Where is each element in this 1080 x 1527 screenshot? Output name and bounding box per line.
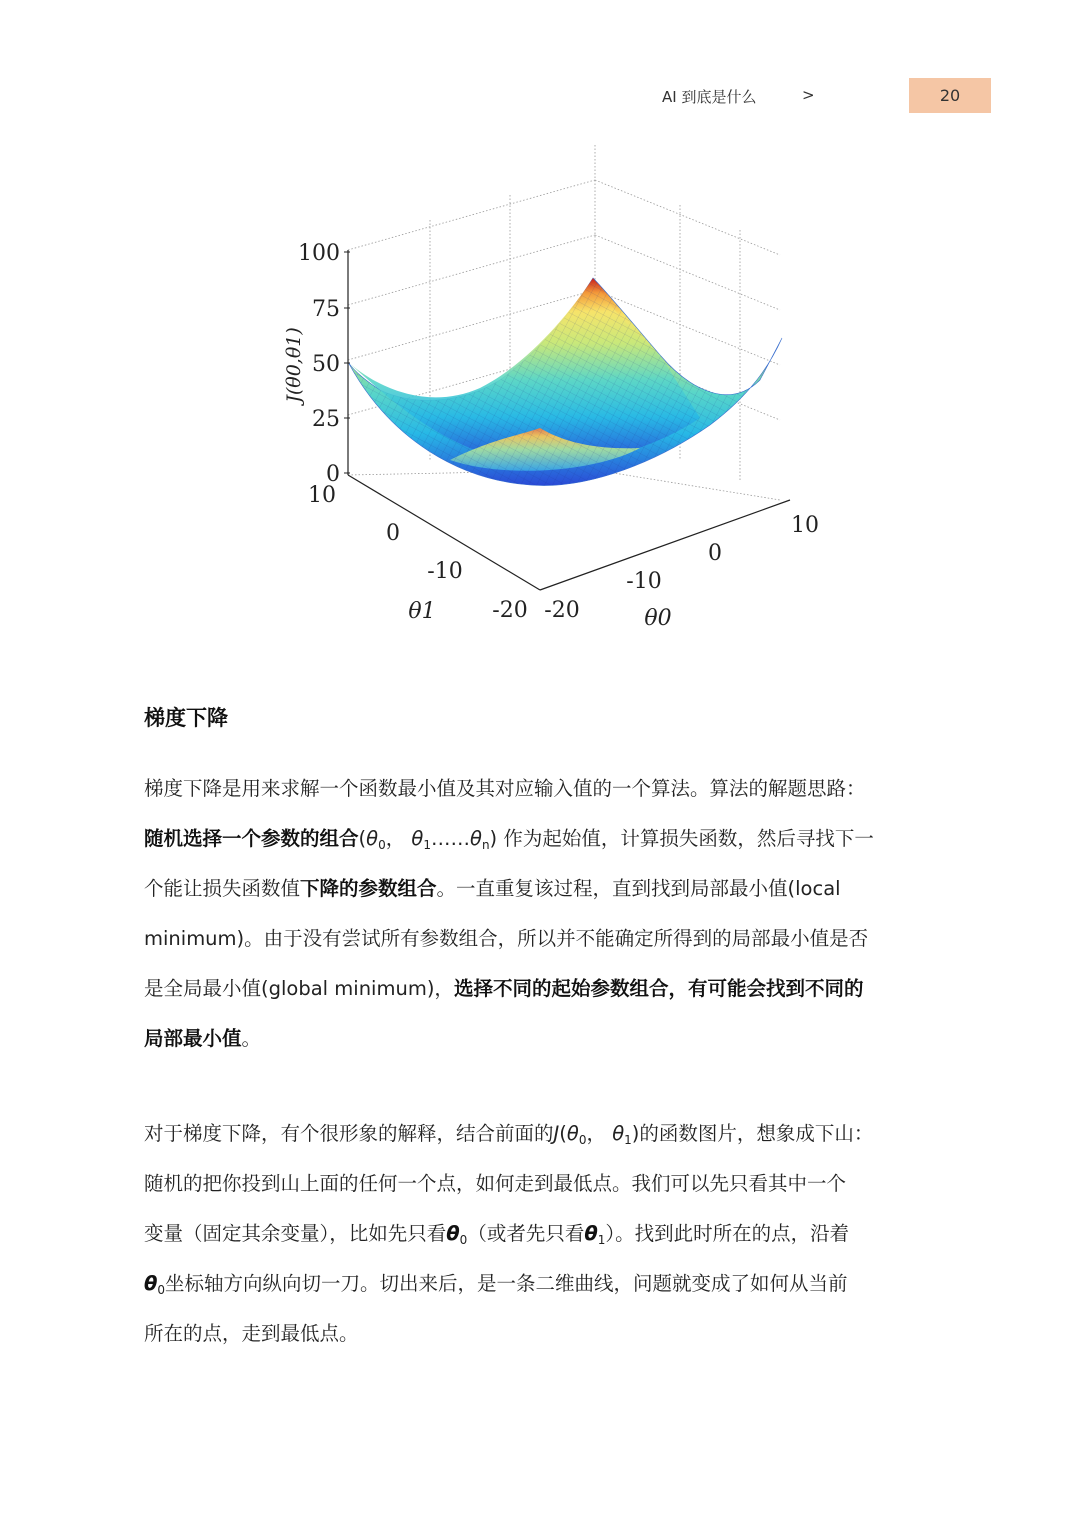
- z-tick-label: 25: [312, 407, 340, 432]
- z-tick-label: 0: [326, 462, 340, 487]
- theta0-tick-label: 0: [708, 541, 722, 566]
- text-line: 随机选择一个参数的组合($\theta_0$， $\theta_1\dots\dots\theta_n$) 作为起始值，计算损失函数，然后寻找下一: [144, 827, 874, 852]
- theta0-tick-label: -10: [626, 569, 662, 594]
- theta0-tick-label: 10: [791, 513, 819, 538]
- chapter-title: AI 到底是什么: [662, 88, 757, 106]
- text-line: minimum)。由于没有尝试所有参数组合，所以并不能确定所得到的局部最小值是否: [144, 927, 869, 950]
- z-tick-label: 75: [312, 297, 340, 322]
- grid-line: [595, 180, 780, 255]
- text-line: 局部最小值。: [144, 1027, 262, 1050]
- theta0-axis: [540, 500, 790, 590]
- text-line: 梯度下降是用来求解一个函数最小值及其对应输入值的一个算法。算法的解题思路：: [144, 777, 866, 800]
- theta1-tick-label: 10: [308, 483, 336, 508]
- z-tick-label: 100: [298, 241, 340, 266]
- z-tick-label: 50: [312, 352, 340, 377]
- surface-mesh: [348, 278, 782, 486]
- cost-surface: [348, 278, 782, 486]
- theta0-axis-title: θ0: [644, 606, 672, 631]
- text-line: 所在的点，走到最低点。: [144, 1322, 359, 1345]
- text-line: 随机的把你投到山上面的任何一个点，如何走到最低点。我们可以先只看其中一个: [144, 1172, 847, 1195]
- section-heading: 梯度下降: [144, 706, 228, 730]
- text-line: 是全局最小值(global minimum)，选择不同的起始参数组合，有可能会找到不同的: [144, 977, 864, 1000]
- page-number-badge: 20: [909, 78, 991, 113]
- page-header: [0, 78, 1080, 114]
- z-axis-title: J(θ0,θ1): [283, 327, 305, 403]
- text-line: $\theta_0$坐标轴方向纵向切一刀。切出来后，是一条二维曲线，问题就变成了如何从当前: [144, 1272, 848, 1297]
- grid-line: [595, 235, 780, 310]
- grid-line: [595, 470, 780, 500]
- grid-line: [348, 180, 595, 250]
- grid-line: [348, 235, 595, 305]
- theta1-axis-title: θ1: [408, 599, 436, 624]
- theta1-tick-label: 0: [386, 521, 400, 546]
- text-line: 个能让损失函数值下降的参数组合。一直重复该过程，直到找到局部最小值(local: [144, 877, 841, 900]
- text-line: 对于梯度下降，有个很形象的解释，结合前面的$J(\theta_0$， $\theta_1$)的函数图片，想象成下山：: [144, 1122, 874, 1147]
- paragraph-mountain-analogy: [144, 1109, 944, 1359]
- text-line: 变量（固定其余变量），比如先只看$\theta_0$（或者先只看$\theta_1$）。找到此时所在的点，沿着: [144, 1222, 850, 1247]
- surface-plot-figure: [260, 140, 840, 640]
- chevron-right-icon[interactable]: >: [802, 86, 815, 104]
- paragraph-gradient-descent: [144, 764, 944, 1064]
- theta1-tick-label: -10: [427, 559, 463, 584]
- surface-plot: [260, 140, 840, 640]
- theta1-tick-label: -20: [492, 598, 528, 623]
- theta0-tick-label: -20: [544, 598, 580, 623]
